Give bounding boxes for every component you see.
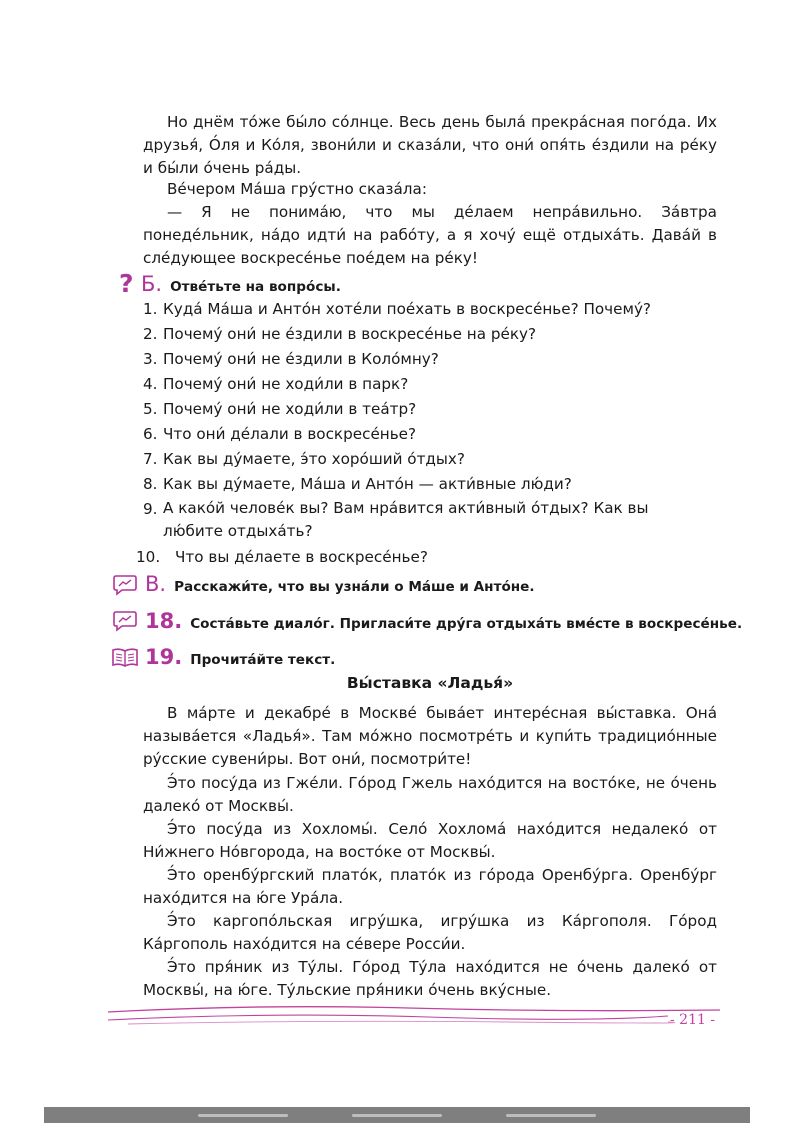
speech-bubble-icon	[113, 610, 137, 636]
task-number: 19.	[145, 645, 183, 669]
task-instruction: Расскажи́те, что вы узна́ли о Ма́ше и Анто́не.	[174, 579, 535, 595]
story-paragraph-2: Ве́чером Ма́ша гру́стно сказа́ла:	[167, 180, 427, 198]
task-19-heading	[145, 645, 335, 669]
bar-handle[interactable]	[352, 1114, 442, 1117]
question-item: 9. А како́й челове́к вы? Вам нра́вится акти́вный о́тдых? Как вы лю́бите отдыха́ть?	[143, 499, 649, 540]
task-number: 18.	[145, 609, 183, 633]
question-mark-icon	[117, 270, 137, 300]
bar-handle[interactable]	[198, 1114, 288, 1117]
task-instruction: Соста́вьте диало́г. Пригласи́те дру́га отдыха́ть вме́сте в воскресе́нье.	[190, 616, 743, 632]
question-item: 10. Что вы де́лаете в воскресе́нье?	[136, 548, 428, 566]
question-list	[136, 297, 703, 570]
text-paragraph: Э́то оренбу́ргский плато́к, плато́к из го́рода Оренбу́рга. Оренбу́рг нахо́дится на ю́ге Ура́ла.	[143, 866, 717, 907]
task-instruction: Прочита́йте текст.	[190, 652, 336, 668]
text-title: Вы́ставка «Ладья́»	[346, 674, 514, 692]
question-item: 6. Что они́ де́лали в воскресе́нье?	[143, 425, 417, 443]
decorative-wave-lines	[108, 1000, 720, 1034]
question-item: 7. Как вы ду́маете, э́то хоро́ший о́тдых?	[143, 450, 465, 468]
page-number: - 211 -	[670, 1012, 716, 1028]
question-item: 4. Почему́ они́ не ходи́ли в парк?	[143, 375, 409, 393]
question-item: 8. Как вы ду́маете, Ма́ша и Анто́н — акти́вные лю́ди?	[143, 475, 572, 493]
story-paragraph-1: Но днём то́же бы́ло со́лнце. Весь день была́ прекра́сная пого́да. Их друзья́, О́ля и Ко́ля, звони́ли и сказа́ли, что они́ опя́ть е́здили на ре́ку и бы́ли о́чень ра́ды.	[143, 113, 717, 177]
question-item: 5. Почему́ они́ не ходи́ли в теа́тр?	[143, 400, 417, 418]
task-letter: В.	[145, 572, 167, 596]
svg-text:?: ?	[119, 270, 134, 296]
task-18-heading	[145, 609, 742, 633]
task-v-heading	[145, 572, 535, 596]
speech-bubble-icon	[113, 574, 137, 600]
text-paragraph: В ма́рте и декабре́ в Москве́ быва́ет интере́сная вы́ставка. Она́ называ́ется «Ладья́». Там мо́жно посмотре́ть и купи́ть традицио́нные ру́сские сувени́ры. Вот они́, посмотри́те!	[143, 704, 717, 768]
text-paragraph: Э́то посу́да из Гже́ли. Го́род Гжель нахо́дится на восто́ке, не о́чень далеко́ от Москвы́.	[143, 774, 717, 815]
task-letter: Б.	[141, 272, 163, 296]
text-paragraph: Э́то посу́да из Хохломы́. Село́ Хохлома́ нахо́дится недалеко́ от Ни́жнего Но́вгорода, на восто́ке от Москвы́.	[143, 820, 717, 861]
text-paragraph: Э́то пря́ник из Ту́лы. Го́род Ту́ла нахо́дится не о́чень далеко́ от Москвы́, на ю́ге. Ту́льские пря́ники о́чень вку́сные.	[143, 958, 717, 999]
question-item: 3. Почему́ они́ не е́здили в Коло́мну?	[143, 350, 439, 368]
question-item: 2. Почему́ они́ не е́здили в воскресе́нье на ре́ку?	[143, 325, 537, 343]
bar-handle[interactable]	[506, 1114, 596, 1117]
text-paragraph: Э́то каргопо́льская игру́шка, игру́шка из Ка́ргополя. Го́род Ка́ргополь нахо́дится на се́вере Росси́и.	[143, 912, 717, 953]
task-instruction: Отве́тьте на вопро́сы.	[170, 279, 341, 295]
story-paragraph-3: — Я не понима́ю, что мы де́лаем непра́вильно. За́втра понеде́льник, на́до идти́ на рабо́ту, а я хочу́ ещё отдыха́ть. Дава́й в сле́дующее воскресе́нье поéдем на ре́ку!	[143, 203, 717, 267]
open-book-icon	[111, 646, 139, 672]
task-b-heading	[141, 272, 341, 296]
question-item: 1. Куда́ Ма́ша и Анто́н хоте́ли пое́хать в воскресе́нье? Почему́?	[143, 300, 651, 318]
